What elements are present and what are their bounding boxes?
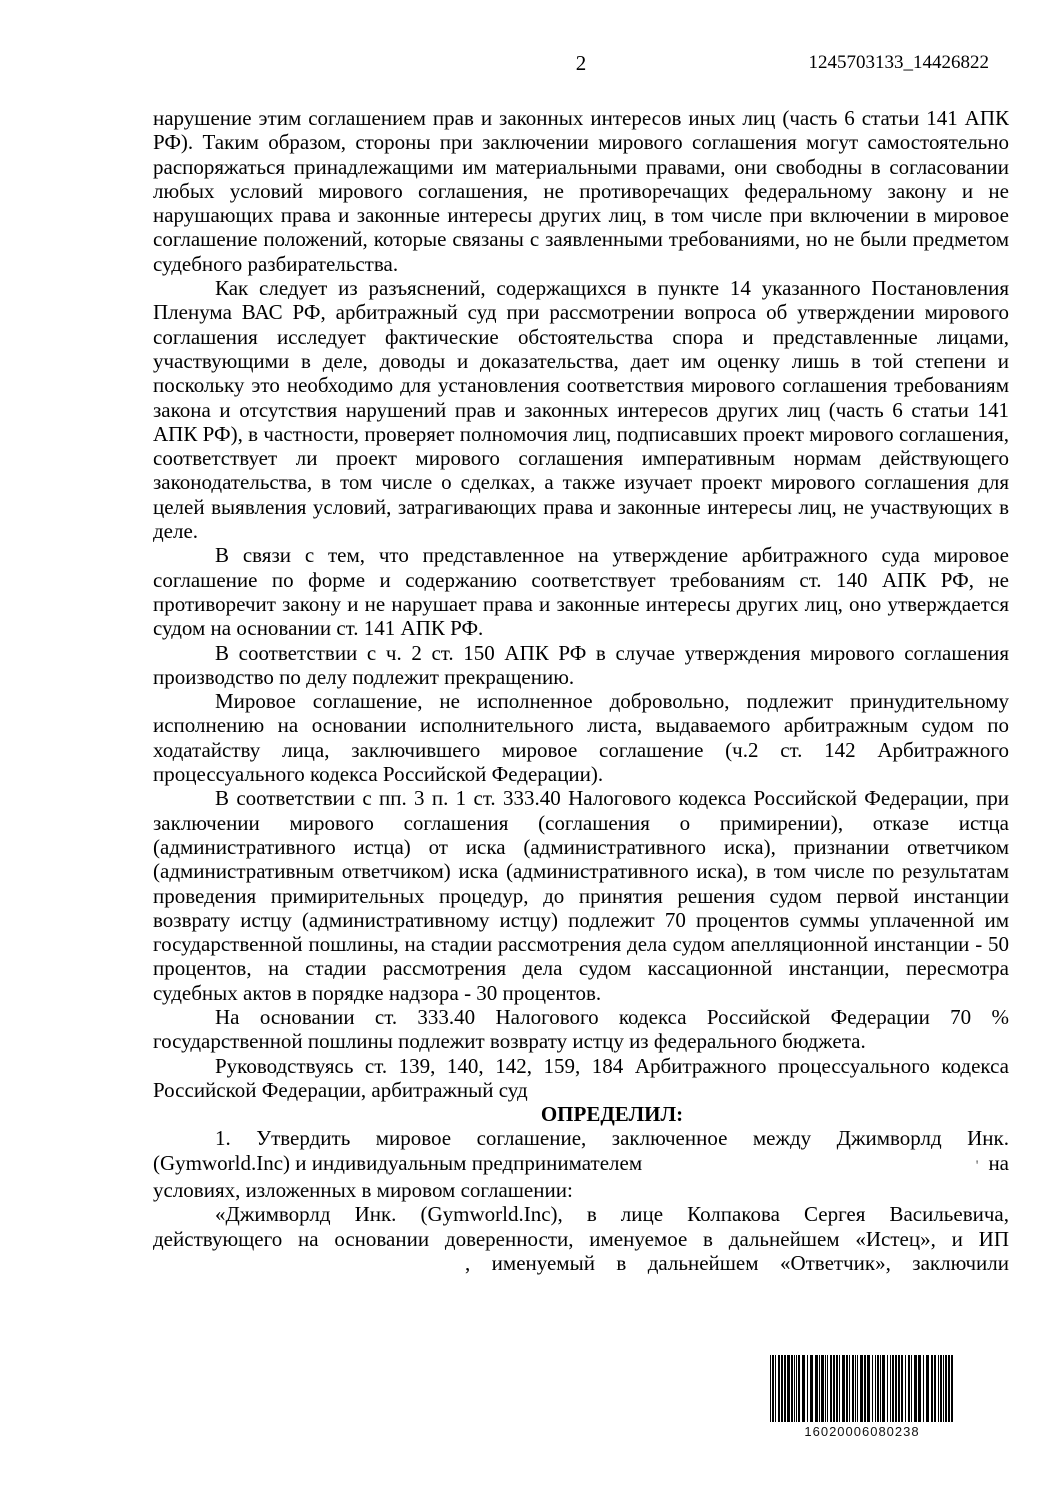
page-content bbox=[153, 0, 1009, 1275]
ruling-heading: ОПРЕДЕЛИЛ: bbox=[540, 1102, 684, 1127]
ruling-item-line: условиях, изложенных в мировом соглашении: bbox=[153, 1178, 573, 1203]
agreement-line: действующего на основании доверенности, именуемое в дальнейшем «Истец», и ИП bbox=[153, 1226, 1009, 1251]
page-number: 2 bbox=[575, 51, 587, 75]
barcode-bars bbox=[767, 1355, 957, 1422]
barcode-number: 16020006080238 bbox=[804, 1424, 920, 1439]
ruling-item-line-right bbox=[976, 1151, 1009, 1178]
document-body bbox=[153, 106, 1009, 1275]
paragraph: Как следует из разъяснений, содержащихся в пункте 14 указанного Постановления Пленума ВАС РФ, арбитражный суд при рассмотрении вопроса об утверждении мирового соглашения исследует фактические обстоятельства спора и представленные лицами, участвующими в деле, доводы и доказательства, дает им оценку лишь в той степени и поскольку это необходимо для установления соответствия мирового соглашения требованиям закона и отсутствия нарушений прав и законных интересов других лиц (часть 6 статьи 141 АПК РФ), в частности, проверяет полномочия лиц, подписавших проект мирового соглашения, соответствует ли проект мирового соглашения императивным нормам действующего законодательства, в том числе о сделках, а также изучает проект мирового соглашения для целей выявления условий, затрагивающих права и законные интересы лиц, не участвующих в деле. bbox=[153, 276, 1009, 544]
agreement-line-redacted: , именуемый в дальнейшем «Ответчик», заключили bbox=[465, 1250, 1009, 1275]
ruling-item-line-redacted bbox=[153, 1151, 1009, 1178]
ruling-item-line-right-word: на bbox=[988, 1150, 1009, 1175]
ruling-item-line-left: (Gymworld.Inc) и индивидуальным предпринимателем bbox=[153, 1150, 643, 1175]
paragraph: В соответствии с пп. 3 п. 1 ст. 333.40 Налогового кодекса Российской Федерации, при заключении мирового соглашения (соглашения о примирении), отказе истца (административного истца) от иска (административного иска), признании ответчиком (административным ответчиком) иска (административного иска), в том числе по результатам проведения примирительных процедур, до принятия решения судом первой инстанции возврату истцу (административному истцу) подлежит 70 процентов суммы уплаченной им государственной пошлины, на стадии рассмотрения дела судом апелляционной инстанции - 50 процентов, на стадии рассмотрения дела судом кассационной инстанции, пересмотра судебных актов в порядке надзора - 30 процентов. bbox=[153, 786, 1009, 1005]
barcode bbox=[767, 1355, 957, 1439]
paragraph: Мировое соглашение, не исполненное добровольно, подлежит принудительному исполнению на основании исполнительного листа, выдаваемого арбитражным судом по ходатайству лица, заключившего мировое соглашение (ч.2 ст. 142 Арбитражного процессуального кодекса Российской Федерации). bbox=[153, 689, 1009, 787]
ruling-item-line: 1. Утвердить мировое соглашение, заключенное между Джимворлд Инк. bbox=[215, 1126, 1009, 1151]
paragraph: В соответствии с ч. 2 ст. 150 АПК РФ в случае утверждения мирового соглашения производство по делу подлежит прекращению. bbox=[153, 640, 1009, 689]
agreement-preamble bbox=[153, 1202, 1009, 1275]
ruling-item-1 bbox=[153, 1126, 1009, 1202]
paragraph: Руководствуясь ст. 139, 140, 142, 159, 184 Арбитражного процессуального кодекса Российской Федерации, арбитражный суд bbox=[153, 1053, 1009, 1102]
agreement-line: «Джимворлд Инк. (Gymworld.Inc), в лице Колпакова Сергея Васильевича, bbox=[215, 1202, 1009, 1227]
paragraph: нарушение этим соглашением прав и законных интересов иных лиц (часть 6 статьи 141 АПК РФ). Таким образом, стороны при заключении мирового соглашения могут самостоятельно распоряжаться принадлежащими им материальными правами, они свободны в согласовании любых условий мирового соглашения, не противоречащих федеральному закону и не нарушающих права и законные интересы других лиц, в том числе при включении в мировое соглашение положений, которые связаны с заявленными требованиями, но не были предметом судебного разбирательства. bbox=[153, 106, 1009, 276]
paragraph: На основании ст. 333.40 Налогового кодекса Российской Федерации 70 % государственной пошлины подлежит возврату истцу из федерального бюджета. bbox=[153, 1004, 1009, 1054]
page-header bbox=[153, 50, 1009, 76]
redaction-artifact: ' bbox=[975, 1157, 979, 1174]
paragraph: В связи с тем, что представленное на утверждение арбитражного суда мировое соглашение по форме и содержанию соответствует требованиям ст. 140 АПК РФ, не противоречит закону и не нарушает права и законные интересы других лиц, оно утверждается судом на основании ст. 141 АПК РФ. bbox=[153, 543, 1009, 641]
document-id: 1245703133_14426822 bbox=[808, 52, 989, 73]
